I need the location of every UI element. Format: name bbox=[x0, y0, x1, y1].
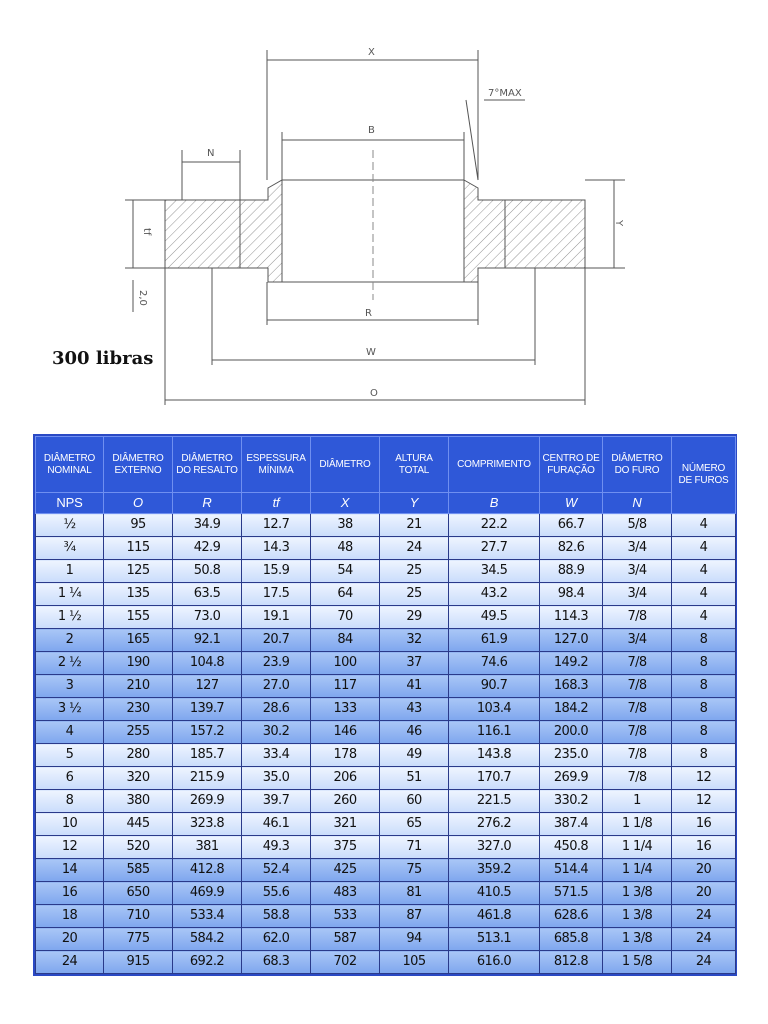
table-cell: 5/8 bbox=[603, 514, 672, 537]
table-cell: 461.8 bbox=[449, 905, 540, 928]
table-cell: 702 bbox=[311, 951, 380, 974]
table-cell: 520 bbox=[104, 836, 173, 859]
table-cell: 1 ½ bbox=[36, 606, 104, 629]
table-cell: 48 bbox=[311, 537, 380, 560]
table-cell: 135 bbox=[104, 583, 173, 606]
table-cell: 533.4 bbox=[173, 905, 242, 928]
table-cell: 7/8 bbox=[603, 744, 672, 767]
table-row bbox=[36, 859, 736, 882]
table-cell: 24 bbox=[380, 537, 449, 560]
symbol-r: R bbox=[173, 493, 242, 514]
table-cell: 4 bbox=[672, 583, 736, 606]
table-cell: 37 bbox=[380, 652, 449, 675]
table-cell: 43 bbox=[380, 698, 449, 721]
table-cell: 50.8 bbox=[173, 560, 242, 583]
table-cell: 38 bbox=[311, 514, 380, 537]
table-cell: 255 bbox=[104, 721, 173, 744]
table-cell: 359.2 bbox=[449, 859, 540, 882]
table-cell: 14 bbox=[36, 859, 104, 882]
table-cell: 165 bbox=[104, 629, 173, 652]
table-cell: 269.9 bbox=[173, 790, 242, 813]
table-cell: 73.0 bbox=[173, 606, 242, 629]
table-cell: 116.1 bbox=[449, 721, 540, 744]
table-cell: 514.4 bbox=[540, 859, 603, 882]
table-symbol-row bbox=[36, 493, 736, 514]
table-cell: 18 bbox=[36, 905, 104, 928]
table-cell: 51 bbox=[380, 767, 449, 790]
table-row bbox=[36, 836, 736, 859]
table-cell: 8 bbox=[672, 675, 736, 698]
table-cell: 143.8 bbox=[449, 744, 540, 767]
table-header-row bbox=[36, 437, 736, 493]
table-cell: 412.8 bbox=[173, 859, 242, 882]
table-cell: 812.8 bbox=[540, 951, 603, 974]
table-cell: 320 bbox=[104, 767, 173, 790]
table-cell: 84 bbox=[311, 629, 380, 652]
table-cell: 450.8 bbox=[540, 836, 603, 859]
table-cell: 25 bbox=[380, 583, 449, 606]
table-cell: 585 bbox=[104, 859, 173, 882]
table-cell: 23.9 bbox=[242, 652, 311, 675]
table-cell: 58.8 bbox=[242, 905, 311, 928]
table-cell: 1 3/8 bbox=[603, 905, 672, 928]
table-cell: 380 bbox=[104, 790, 173, 813]
symbol-x: X bbox=[311, 493, 380, 514]
table-row bbox=[36, 560, 736, 583]
table-cell: 66.7 bbox=[540, 514, 603, 537]
symbol-y: Y bbox=[380, 493, 449, 514]
table-cell: 49.5 bbox=[449, 606, 540, 629]
pressure-class-caption: 300 libras bbox=[52, 348, 154, 369]
table-body bbox=[36, 514, 736, 974]
table-cell: 327.0 bbox=[449, 836, 540, 859]
right-flange-section bbox=[505, 200, 585, 268]
table-cell: 21 bbox=[380, 514, 449, 537]
table-cell: 71 bbox=[380, 836, 449, 859]
table-cell: 149.2 bbox=[540, 652, 603, 675]
table-cell: 103.4 bbox=[449, 698, 540, 721]
table-cell: 2 bbox=[36, 629, 104, 652]
table-cell: 35.0 bbox=[242, 767, 311, 790]
table-cell: 1 ¼ bbox=[36, 583, 104, 606]
table-cell: 584.2 bbox=[173, 928, 242, 951]
header-total-height: ALTURA TOTAL bbox=[380, 437, 449, 493]
table-cell: 139.7 bbox=[173, 698, 242, 721]
table-cell: 4 bbox=[672, 606, 736, 629]
table-cell: 4 bbox=[36, 721, 104, 744]
table-cell: 469.9 bbox=[173, 882, 242, 905]
table-cell: 32 bbox=[380, 629, 449, 652]
table-cell: 25 bbox=[380, 560, 449, 583]
table-cell: 27.0 bbox=[242, 675, 311, 698]
symbol-o: O bbox=[104, 493, 173, 514]
table-cell: 20 bbox=[36, 928, 104, 951]
table-cell: 1 3/8 bbox=[603, 928, 672, 951]
table-cell: 206 bbox=[311, 767, 380, 790]
table-row bbox=[36, 951, 736, 974]
header-bolt-circle: CENTRO DE FURAÇÃO bbox=[540, 437, 603, 493]
table-cell: 27.7 bbox=[449, 537, 540, 560]
table-row bbox=[36, 790, 736, 813]
table-cell: 8 bbox=[672, 698, 736, 721]
table-cell: 92.1 bbox=[173, 629, 242, 652]
table-row bbox=[36, 606, 736, 629]
table-row bbox=[36, 882, 736, 905]
table-row bbox=[36, 928, 736, 951]
table-cell: 650 bbox=[104, 882, 173, 905]
dim-w-label: W bbox=[366, 347, 376, 358]
table-cell: 28.6 bbox=[242, 698, 311, 721]
table-row bbox=[36, 744, 736, 767]
table-cell: 185.7 bbox=[173, 744, 242, 767]
table-cell: 616.0 bbox=[449, 951, 540, 974]
table-cell: 692.2 bbox=[173, 951, 242, 974]
table-cell: 22.2 bbox=[449, 514, 540, 537]
table-cell: 381 bbox=[173, 836, 242, 859]
table-cell: 1 1/4 bbox=[603, 859, 672, 882]
table-cell: 49.3 bbox=[242, 836, 311, 859]
table-row bbox=[36, 813, 736, 836]
table-row bbox=[36, 514, 736, 537]
table-cell: 170.7 bbox=[449, 767, 540, 790]
table-cell: 104.8 bbox=[173, 652, 242, 675]
table-cell: 221.5 bbox=[449, 790, 540, 813]
table-cell: 3/4 bbox=[603, 629, 672, 652]
table-cell: 3 ½ bbox=[36, 698, 104, 721]
table-cell: 269.9 bbox=[540, 767, 603, 790]
table-cell: 12 bbox=[672, 790, 736, 813]
table-cell: 24 bbox=[672, 928, 736, 951]
table-cell: 685.8 bbox=[540, 928, 603, 951]
table-cell: 16 bbox=[672, 836, 736, 859]
table-cell: 115 bbox=[104, 537, 173, 560]
table-cell: 55.6 bbox=[242, 882, 311, 905]
table-cell: 1 1/4 bbox=[603, 836, 672, 859]
table-cell: 82.6 bbox=[540, 537, 603, 560]
table-cell: 8 bbox=[672, 744, 736, 767]
table-cell: 61.9 bbox=[449, 629, 540, 652]
table-cell: 54 bbox=[311, 560, 380, 583]
table-cell: 3/4 bbox=[603, 583, 672, 606]
table-cell: 7/8 bbox=[603, 606, 672, 629]
table-cell: 70 bbox=[311, 606, 380, 629]
table-cell: 571.5 bbox=[540, 882, 603, 905]
dim-n-label: N bbox=[207, 148, 215, 159]
table-cell: 533 bbox=[311, 905, 380, 928]
table-cell: 24 bbox=[36, 951, 104, 974]
table-cell: 1 5/8 bbox=[603, 951, 672, 974]
table-cell: 157.2 bbox=[173, 721, 242, 744]
table-cell: 190 bbox=[104, 652, 173, 675]
table-cell: 6 bbox=[36, 767, 104, 790]
table-cell: 94 bbox=[380, 928, 449, 951]
table-row bbox=[36, 905, 736, 928]
table-cell: 1 1/8 bbox=[603, 813, 672, 836]
table-cell: 24 bbox=[672, 951, 736, 974]
table-cell: 20 bbox=[672, 859, 736, 882]
table-cell: 513.1 bbox=[449, 928, 540, 951]
table-cell: 52.4 bbox=[242, 859, 311, 882]
header-external-diameter: DIÂMETRO EXTERNO bbox=[104, 437, 173, 493]
symbol-w: W bbox=[540, 493, 603, 514]
table-cell: 125 bbox=[104, 560, 173, 583]
table-cell: 100 bbox=[311, 652, 380, 675]
table-cell: 1 bbox=[36, 560, 104, 583]
table-cell: 445 bbox=[104, 813, 173, 836]
header-length: COMPRIMENTO bbox=[449, 437, 540, 493]
table-cell: 75 bbox=[380, 859, 449, 882]
table-cell: 127.0 bbox=[540, 629, 603, 652]
table-cell: 3/4 bbox=[603, 537, 672, 560]
table-row bbox=[36, 537, 736, 560]
table-cell: 3 bbox=[36, 675, 104, 698]
table-cell: 4 bbox=[672, 514, 736, 537]
table-cell: 41 bbox=[380, 675, 449, 698]
table-cell: 4 bbox=[672, 537, 736, 560]
table-cell: 7/8 bbox=[603, 721, 672, 744]
table-cell: 7/8 bbox=[603, 675, 672, 698]
dim-r-label: R bbox=[365, 308, 372, 319]
table-cell: 95 bbox=[104, 514, 173, 537]
table-cell: 46 bbox=[380, 721, 449, 744]
table-cell: 8 bbox=[672, 629, 736, 652]
table-cell: 133 bbox=[311, 698, 380, 721]
table-cell: 8 bbox=[672, 721, 736, 744]
table-cell: 14.3 bbox=[242, 537, 311, 560]
table-cell: 710 bbox=[104, 905, 173, 928]
table-cell: 81 bbox=[380, 882, 449, 905]
header-hole-diameter: DIÂMETRO DO FURO bbox=[603, 437, 672, 493]
left-flange-section bbox=[165, 200, 240, 268]
dim-raised-face-label: 2,0 bbox=[137, 290, 148, 306]
table-cell: 7/8 bbox=[603, 698, 672, 721]
table-cell: 628.6 bbox=[540, 905, 603, 928]
flange-dimensions-table bbox=[35, 436, 736, 974]
dim-x-label: X bbox=[368, 47, 375, 58]
table-cell: 74.6 bbox=[449, 652, 540, 675]
table-cell: 46.1 bbox=[242, 813, 311, 836]
dim-y-label: Y bbox=[613, 220, 624, 227]
header-hub-diameter: DIÂMETRO bbox=[311, 437, 380, 493]
table-cell: 184.2 bbox=[540, 698, 603, 721]
left-hub-section bbox=[240, 180, 282, 282]
table-row bbox=[36, 767, 736, 790]
table-cell: 4 bbox=[672, 560, 736, 583]
table-cell: 90.7 bbox=[449, 675, 540, 698]
table-cell: 230 bbox=[104, 698, 173, 721]
table-cell: 155 bbox=[104, 606, 173, 629]
header-raised-face-diameter: DIÂMETRO DO RESALTO bbox=[173, 437, 242, 493]
table-cell: 65 bbox=[380, 813, 449, 836]
table-cell: ¾ bbox=[36, 537, 104, 560]
table-cell: 16 bbox=[36, 882, 104, 905]
table-cell: 7/8 bbox=[603, 652, 672, 675]
table-cell: 15.9 bbox=[242, 560, 311, 583]
table-cell: 127 bbox=[173, 675, 242, 698]
table-cell: 1 bbox=[603, 790, 672, 813]
table-cell: 39.7 bbox=[242, 790, 311, 813]
symbol-tf: tf bbox=[242, 493, 311, 514]
table-cell: 200.0 bbox=[540, 721, 603, 744]
table-cell: ½ bbox=[36, 514, 104, 537]
table-cell: 98.4 bbox=[540, 583, 603, 606]
table-cell: 321 bbox=[311, 813, 380, 836]
table-cell: 8 bbox=[672, 652, 736, 675]
table-cell: 30.2 bbox=[242, 721, 311, 744]
table-cell: 114.3 bbox=[540, 606, 603, 629]
table-cell: 105 bbox=[380, 951, 449, 974]
table-cell: 915 bbox=[104, 951, 173, 974]
table-cell: 8 bbox=[36, 790, 104, 813]
table-cell: 88.9 bbox=[540, 560, 603, 583]
table-cell: 33.4 bbox=[242, 744, 311, 767]
table-cell: 168.3 bbox=[540, 675, 603, 698]
table-cell: 12 bbox=[36, 836, 104, 859]
table-cell: 5 bbox=[36, 744, 104, 767]
table-cell: 235.0 bbox=[540, 744, 603, 767]
table-cell: 2 ½ bbox=[36, 652, 104, 675]
table-cell: 68.3 bbox=[242, 951, 311, 974]
table-cell: 20 bbox=[672, 882, 736, 905]
table-cell: 60 bbox=[380, 790, 449, 813]
right-hub-section bbox=[464, 180, 505, 282]
table-cell: 12.7 bbox=[242, 514, 311, 537]
table-cell: 425 bbox=[311, 859, 380, 882]
table-cell: 210 bbox=[104, 675, 173, 698]
table-cell: 117 bbox=[311, 675, 380, 698]
table-cell: 29 bbox=[380, 606, 449, 629]
table-row bbox=[36, 721, 736, 744]
table-cell: 49 bbox=[380, 744, 449, 767]
table-cell: 16 bbox=[672, 813, 736, 836]
symbol-nps: NPS bbox=[36, 493, 104, 514]
table-cell: 1 3/8 bbox=[603, 882, 672, 905]
table-cell: 42.9 bbox=[173, 537, 242, 560]
table-cell: 483 bbox=[311, 882, 380, 905]
table-cell: 178 bbox=[311, 744, 380, 767]
table-row bbox=[36, 698, 736, 721]
dimensions-table-wrapper bbox=[33, 434, 737, 976]
table-cell: 146 bbox=[311, 721, 380, 744]
table-cell: 323.8 bbox=[173, 813, 242, 836]
table-cell: 375 bbox=[311, 836, 380, 859]
dim-tf-label: tf bbox=[141, 228, 152, 236]
table-cell: 7/8 bbox=[603, 767, 672, 790]
header-min-thickness: ESPESSURA MÍNIMA bbox=[242, 437, 311, 493]
table-cell: 215.9 bbox=[173, 767, 242, 790]
table-cell: 17.5 bbox=[242, 583, 311, 606]
table-cell: 64 bbox=[311, 583, 380, 606]
table-cell: 87 bbox=[380, 905, 449, 928]
table-cell: 3/4 bbox=[603, 560, 672, 583]
symbol-b: B bbox=[449, 493, 540, 514]
table-cell: 280 bbox=[104, 744, 173, 767]
table-cell: 43.2 bbox=[449, 583, 540, 606]
table-cell: 410.5 bbox=[449, 882, 540, 905]
table-cell: 330.2 bbox=[540, 790, 603, 813]
table-cell: 20.7 bbox=[242, 629, 311, 652]
table-cell: 24 bbox=[672, 905, 736, 928]
table-cell: 34.5 bbox=[449, 560, 540, 583]
header-nominal-diameter: DIÂMETRO NOMINAL bbox=[36, 437, 104, 493]
table-cell: 63.5 bbox=[173, 583, 242, 606]
dim-angle-label: 7°MAX bbox=[488, 88, 522, 99]
table-cell: 10 bbox=[36, 813, 104, 836]
table-cell: 12 bbox=[672, 767, 736, 790]
table-cell: 34.9 bbox=[173, 514, 242, 537]
table-row bbox=[36, 652, 736, 675]
table-row bbox=[36, 629, 736, 652]
dim-o-label: O bbox=[370, 388, 378, 399]
table-row bbox=[36, 675, 736, 698]
table-cell: 260 bbox=[311, 790, 380, 813]
table-row bbox=[36, 583, 736, 606]
table-cell: 775 bbox=[104, 928, 173, 951]
table-cell: 62.0 bbox=[242, 928, 311, 951]
header-number-of-holes: NÚMERO DE FUROS bbox=[672, 437, 736, 514]
table-cell: 587 bbox=[311, 928, 380, 951]
symbol-n: N bbox=[603, 493, 672, 514]
table-cell: 387.4 bbox=[540, 813, 603, 836]
dim-b-label: B bbox=[368, 125, 375, 136]
table-cell: 19.1 bbox=[242, 606, 311, 629]
table-cell: 276.2 bbox=[449, 813, 540, 836]
